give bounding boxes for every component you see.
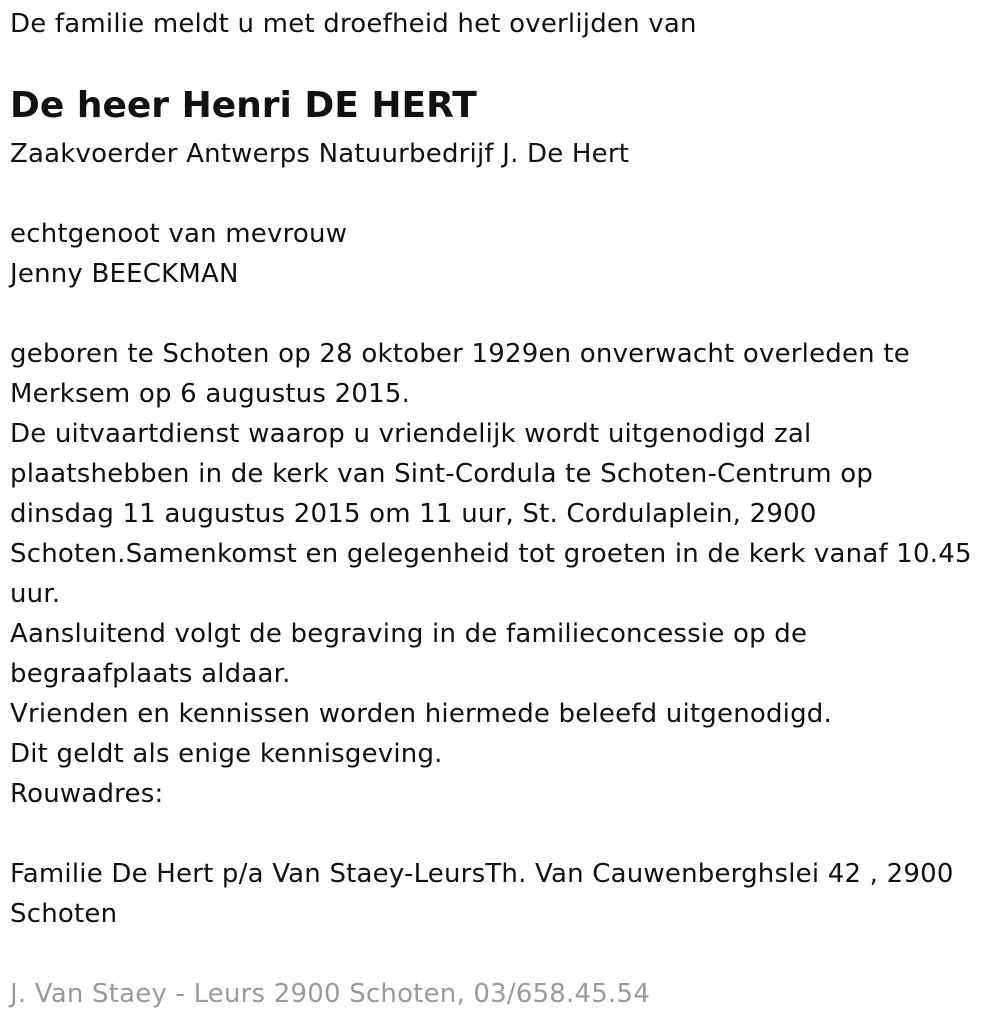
body-line: dinsdag 11 augustus 2015 om 11 uur, St. Cordulaplein, 2900 — [10, 499, 817, 529]
deceased-name: De heer Henri DE HERT — [10, 85, 477, 126]
body-line: Vrienden en kennissen worden hiermede beleefd uitgenodigd. — [10, 699, 832, 729]
deceased-occupation: Zaakvoerder Antwerps Natuurbedrijf J. De Hert — [10, 139, 630, 169]
funeral-home-footer: J. Van Staey - Leurs 2900 Schoten, 03/658.45.54 — [10, 979, 650, 1009]
body-line: geboren te Schoten op 28 oktober 1929en onverwacht overleden te — [10, 339, 910, 369]
body-line: Aansluitend volgt de begraving in de familieconcessie op de — [10, 619, 808, 649]
body-line: Rouwadres: — [10, 779, 164, 809]
body-line: begraafplaats aldaar. — [10, 659, 291, 689]
body-line: Merksem op 6 augustus 2015. — [10, 379, 411, 409]
body-line: Schoten.Samenkomst en gelegenheid tot groeten in de kerk vanaf 10.45 — [10, 539, 972, 569]
address-line: Familie De Hert p/a Van Staey-LeursTh. Van Cauwenberghslei 42 , 2900 — [10, 859, 954, 889]
intro-text: De familie meldt u met droefheid het overlijden van — [10, 9, 697, 39]
address-line: Schoten — [10, 899, 118, 929]
spouse-line-1: echtgenoot van mevrouw — [10, 219, 348, 249]
body-line: De uitvaartdienst waarop u vriendelijk wordt uitgenodigd zal — [10, 419, 812, 449]
spouse-line-2: Jenny BEECKMAN — [10, 259, 239, 289]
body-line: plaatshebben in de kerk van Sint-Cordula te Schoten-Centrum op — [10, 459, 874, 489]
body-line: Dit geldt als enige kennisgeving. — [10, 739, 443, 769]
body-line: uur. — [10, 579, 61, 609]
